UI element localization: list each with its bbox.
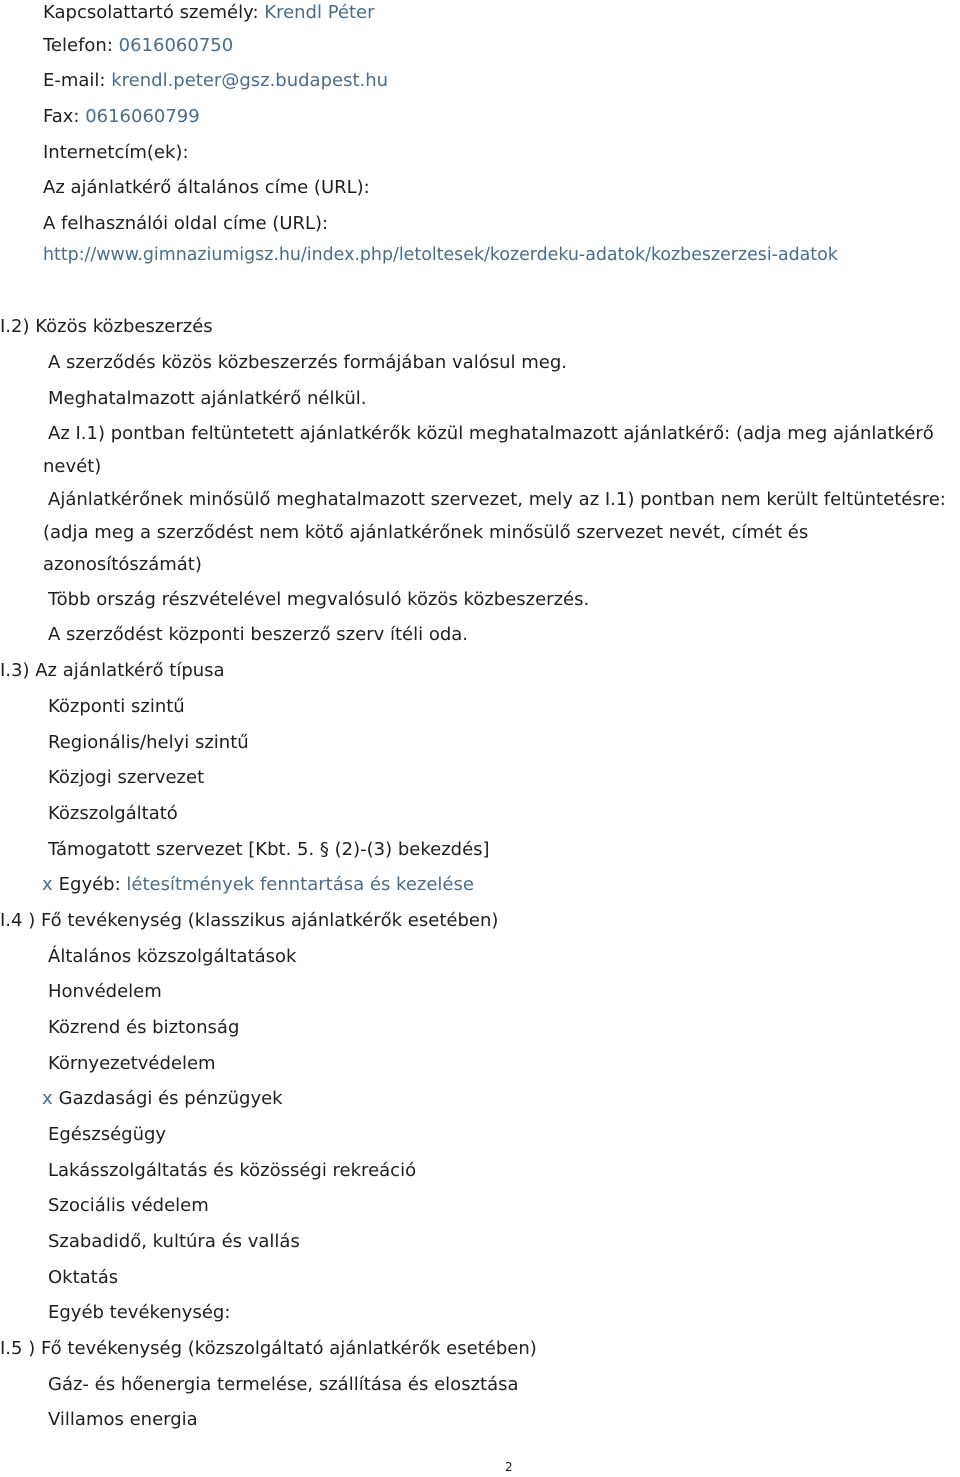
authorized-org-option-line1: Ajánlatkérőnek minősülő meghatalmazott szervezet, mely az I.1) pontban nem került feltüntetésre: — [48, 489, 946, 510]
activity-education: Oktatás — [48, 1267, 119, 1288]
email-line — [43, 68, 388, 94]
activity-public-order: Közrend és biztonság — [48, 1017, 240, 1038]
phone-line — [43, 33, 233, 59]
activity-housing: Lakásszolgáltatás és közösségi rekreáció — [48, 1160, 417, 1181]
activity-recreation: Szabadidő, kultúra és vallás — [48, 1231, 300, 1252]
buyer-type-utility: Közszolgáltató — [48, 803, 178, 824]
buyer-type-regional: Regionális/helyi szintű — [48, 732, 249, 753]
page-number: 2 — [505, 1460, 513, 1474]
authorized-org-option-line2: (adja meg a szerződést nem kötő ajánlatkérőnek minősülő szervezet nevét, címét és — [43, 522, 809, 543]
phone-value: 0616060750 — [118, 35, 234, 56]
contact-person-label: Kapcsolattartó személy: — [43, 2, 259, 23]
multi-country-option: Több ország részvételével megvalósuló közös közbeszerzés. — [48, 589, 590, 610]
fax-line — [43, 104, 200, 130]
email-label: E-mail: — [43, 70, 106, 91]
activity-defence: Honvédelem — [48, 981, 162, 1002]
buyer-type-other-value: létesítmények fenntartása és kezelése — [126, 874, 474, 895]
fax-label: Fax: — [43, 106, 80, 127]
authorized-buyer-option-line2: nevét) — [43, 456, 102, 477]
buyer-type-central: Központi szintű — [48, 696, 185, 717]
buyer-url-label: A felhasználói oldal címe (URL): — [43, 213, 329, 234]
general-url-label: Az ajánlatkérő általános címe (URL): — [43, 177, 370, 198]
section-i3-heading: I.3) Az ajánlatkérő típusa — [0, 660, 225, 681]
buyer-type-other — [42, 872, 474, 898]
activity-general-services: Általános közszolgáltatások — [48, 946, 297, 967]
buyer-url-link[interactable]: http://www.gimnaziumigsz.hu/index.php/letoltesek/kozerdeku-adatok/kozbeszerzesi-adatok — [43, 245, 838, 265]
selected-mark: x — [42, 1088, 53, 1109]
buyer-type-public-law: Közjogi szervezet — [48, 767, 205, 788]
section-i2-heading: I.2) Közös közbeszerzés — [0, 316, 213, 337]
buyer-type-supported: Támogatott szervezet [Kbt. 5. § (2)-(3) bekezdés] — [48, 839, 490, 860]
activity-other: Egyéb tevékenység: — [48, 1302, 231, 1323]
buyer-type-other-label: Egyéb: — [58, 874, 121, 895]
contact-person-line — [43, 0, 375, 26]
contact-person-value: Krendl Péter — [264, 2, 375, 23]
activity-health: Egészségügy — [48, 1124, 167, 1145]
joint-procurement-option: A szerződés közös közbeszerzés formájában valósul meg. — [48, 352, 567, 373]
section-i5-heading: I.5 ) Fő tevékenység (közszolgáltató ajánlatkérők esetében) — [0, 1338, 537, 1359]
selected-mark: x — [42, 874, 53, 895]
internet-address-label: Internetcím(ek): — [43, 142, 189, 163]
activity-social-protection: Szociális védelem — [48, 1195, 209, 1216]
activity-economic-financial — [42, 1086, 283, 1112]
authorized-buyer-option-line1: Az I.1) pontban feltüntetett ajánlatkérők közül meghatalmazott ajánlatkérő: (adja meg ajánlatkérő — [48, 423, 934, 444]
email-value[interactable]: krendl.peter@gsz.budapest.hu — [111, 70, 389, 91]
central-purchasing-option: A szerződést központi beszerző szerv ítéli oda. — [48, 624, 469, 645]
utility-electricity: Villamos energia — [48, 1409, 198, 1430]
phone-label: Telefon: — [43, 35, 113, 56]
no-authorized-buyer-option: Meghatalmazott ajánlatkérő nélkül. — [48, 388, 367, 409]
activity-environment: Környezetvédelem — [48, 1053, 216, 1074]
authorized-org-option-line3: azonosítószámát) — [43, 554, 202, 575]
fax-value: 0616060799 — [85, 106, 200, 127]
utility-gas-heat: Gáz- és hőenergia termelése, szállítása és elosztása — [48, 1374, 519, 1395]
section-i4-heading: I.4 ) Fő tevékenység (klasszikus ajánlatkérők esetében) — [0, 910, 499, 931]
activity-economic-financial-label: Gazdasági és pénzügyek — [58, 1088, 283, 1109]
